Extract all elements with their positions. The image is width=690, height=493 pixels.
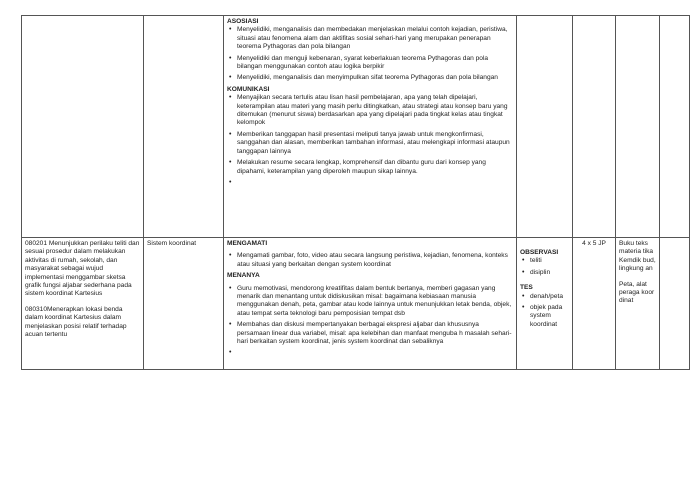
tes-title: TES [520,284,533,292]
waktu-cell: 4 x 5 JP [573,238,616,370]
list-item: • Menyelidiki, menganalisis dan menyimpulkan sifat teorema Pythagoras dan pola bilangan [237,74,513,82]
materi-cell: Sistem koordinat [144,238,224,370]
waktu-cell-empty [573,16,616,238]
observasi-list [520,257,569,277]
kegiatan-cell [224,16,517,238]
table-row [22,238,690,370]
list-item: • Membahas dan diskusi mempertanyakan berbagai ekspresi aljabar dan khususnya persamaan linear dua variabel, misal: apa kelebihan dan manfaat menguba h masalah sehari-hari berkaitan system koordinat, jenis system koordinat dan sebaliknya [237,321,513,346]
menanya-title: MENANYA [227,272,260,280]
list-item: • Guru memotivasi, mendorong kreatifitas dalam bentuk bertanya, memberi gagasan yang menarik dan menantang untuk didiskusikan misal: bagaimana kebiasaan manusia menggunakan denah, peta, gambar atau kode lainnya untuk menunjukkan letak benda, objek, atau tempat serta teknologi baru pemposisian tempat dsb [237,285,513,319]
observasi-title: OBSERVASI [520,249,559,256]
list-item: • Memberikan tanggapan hasil presentasi meliputi tanya jawab untuk mengkonfirmasi, sanggahan dan alasan, memberikan tambahan informasi, atau melengkapi informasi ataupun tanggapan lainnya [237,131,513,156]
list-item: • denah/peta [530,293,569,301]
materi-cell-empty [144,16,224,238]
list-item: • Menyelidiki, menganalisis dan membedakan menjelaskan melalui contoh kejadian, peristiwa, situasi atau fenomena alam dan aktifitas sosial sehari-hari yang merupakan penerapan teorema Pythagoras dan pola bilangan [237,26,513,51]
list-item-empty [237,179,513,186]
komunikasi-list [227,94,513,186]
komunikasi-title: KOMUNIKASI [227,85,270,93]
list-item: • Melakukan resume secara lengkap, komprehensif dan dibantu guru dari konsep yang dipahami, keterampilan yang diperoleh maupun sikap lainnya. [237,159,513,176]
list-item: • Menyajikan secara tertulis atau lisan hasil pembelajaran, apa yang telah dipelajari, keterampilan atau materi yang masih perlu ditingkatkan, atau strategi atau konsep baru yang ditemukan (menurut siswa) berdasarkan apa yang dipelajari pada tingkat kelas atau tingkat kelompok [237,94,513,128]
syllabus-table [21,15,690,370]
extra-cell-empty [660,16,690,238]
penilaian-cell [517,238,573,370]
kd-text-1: 080201 Menunjukkan perilaku teliti dan sesuai prosedur dalam melakukan aktivitas di rumah, sekolah, dan masyarakat sebagai wujud implementasi menggambar sketsa grafik fungsi aljabar sederhana pada sistem koordinat Kartesius [25,240,140,298]
table-row [22,16,690,238]
kegiatan-cell [224,238,517,370]
menanya-list [227,285,513,357]
kd-cell [22,238,144,370]
asosiasi-list [227,26,513,82]
list-item: • Menyelidiki dan menguji kebenaran, syarat keberlakuan teorema Pythagoras dan pola bilangan menggunakan contoh atau logika berpikir [237,55,513,72]
penilaian-cell-empty [517,16,573,238]
list-item: • disiplin [530,269,569,277]
tes-list [520,293,569,330]
sumber-cell-empty [616,16,660,238]
mengamati-list [227,252,513,269]
mengamati-title: MENGAMATI [227,240,268,247]
list-item-empty [237,349,513,356]
kd-cell-empty [22,16,144,238]
sumber-cell [616,238,660,370]
extra-cell-empty [660,238,690,370]
asosiasi-title: ASOSIASI [227,18,259,25]
list-item: • Mengamati gambar, foto, video atau secara langsung peristiwa, kejadian, fenomena, konteks atau situasi yang berkaitan dengan system koordinat [237,252,513,269]
list-item: • objek pada system koordinat [530,304,569,329]
list-item: • teliti [530,257,569,265]
sumber-text-1: Buku teks materia tika Kemdik bud, lingkung an [619,240,656,273]
sumber-text-2: Peta, alat peraga koor dinat [619,280,655,305]
kd-text-2: 080310Menerapkan lokasi benda dalam koordinat Kartesius dalam menjelaskan posisi relatif terhadap acuan tertentu [25,305,127,339]
